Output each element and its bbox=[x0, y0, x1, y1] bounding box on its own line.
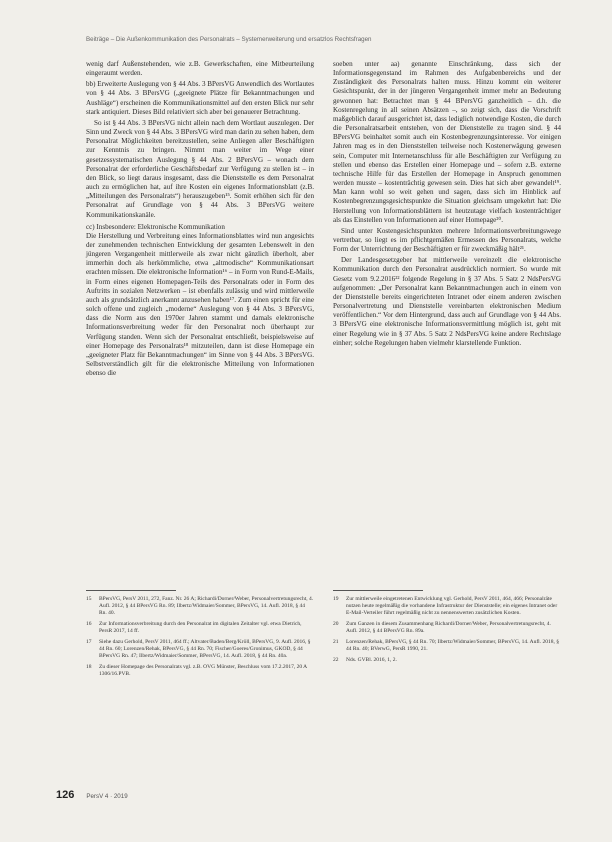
paragraph: Sind unter Kostengesichtspunkten mehrere Informationsverbreitungswege vertretbar, so liegt es im pflichtgemäßen Ermessen des Personalrats, welche Form der Unterrichtung der Beschäftigten er für zweckmäßig hält²¹. bbox=[333, 226, 561, 254]
footnote-text: Zum Ganzen in diesem Zusammenhang Richardi/Dorner/Weber, Personalvertretungsrecht, 4. Aufl. 2012, § 44 BPersVG Rn. 89a. bbox=[346, 621, 551, 634]
journal-issue: PersV 4 · 2019 bbox=[86, 793, 128, 800]
footnote bbox=[86, 639, 314, 660]
left-text-column bbox=[86, 60, 314, 380]
footnote-number: 20 bbox=[333, 621, 339, 627]
footnote-text: Siehe dazu Gerhold, PersV 2011, 464 ff.; Altvater/Baden/Berg/Kröll, BPersVG, 9. Aufl. 2016, § 44 Rn. 60; Lorenzen/Rehak, BPersVG, § 44 Rn. 70; Fischer/Goeres/Gronimus, GKOD, § 44 BPersVG Rn. 47; Ilbertz/Widmaier/Sommer, BPersVG, 14. Aufl. 2018, § 44 Rn. 40a. bbox=[99, 639, 311, 659]
footnote-number: 16 bbox=[86, 621, 92, 627]
footnote bbox=[333, 657, 561, 664]
footnote-text: Zu dieser Homepage des Personalrats vgl. z.B. OVG Münster, Beschluss vom 17.2.2017, 20 A 1306/16.PVB. bbox=[99, 664, 307, 677]
page-number: 126 bbox=[56, 789, 75, 801]
footnote bbox=[333, 621, 561, 635]
footnote-text: Lorenzen/Rehak, BPersVG, § 44 Rn. 70; Ilbertz/Widmaier/Sommer, BPersVG, 14. Aufl. 2018, § 44 Rn. 40; BVerwG, PersR 1990, 21. bbox=[346, 639, 559, 652]
footnote-text: BPersVG, PersV 2011, 272, Fanz. Nr. 26 A; Richardi/Dorner/Weber, Personalvertretungsrecht, 4. Aufl. 2012, § 44 BPersVG Rn. 89; Ilbertz/Widmaier/Sommer, BPersVG, 14. Aufl. 2018, § 44 Rn. 40. bbox=[99, 596, 314, 616]
paragraph: soeben unter aa) genannte Einschränkung, dass sich der Informationsgegenstand im Rahmen des Aufgabenbereichs und der Zuständigkeit des Personalrats halten muss. Hinzu kommt ein weiterer Gesichtspunkt, der in der jüngeren Vergangenheit immer mehr an Bedeutung gewonnen hat: Betrachtet man § 44 BPersVG ganzheitlich – d.h. die Kostenregelung in all seinen Absätzen –, so zeigt sich, dass die Vorschrift maßgeblich darauf ausgerichtet ist, dass lediglich notwendige Kosten, die durch die Personalratsarbeit entstehen, von der Dienststelle zu tragen sind. § 44 BPersVG beinhaltet somit auch ein Kostenbegrenzungsinteresse. Vor einigen Jahren mag es in den Dienststellen teilweise noch Kostenerwägung gewesen sein, Computer mit Internetanschluss für alle Beschäftigten zur Verfügung zu stellen und ebenso das Erstellen einer Homepage und – sofern z.B. externe technische Hilfe für das Erstellen der Homepage in Anspruch genommen werden musste – kostenträchtig gewesen sein. Dies hat sich aber gewandelt¹⁹. Man kann wohl so weit gehen und sagen, dass sich im Hinblick auf Kostenbegrenzungsgesichtspunkte die Situation gleichsam umgekehrt hat: Die Herstellung von Informationsblättern ist heutzutage vielfach kostenträchtiger als das Einstellen von Informationen auf einer Homepage²⁰. bbox=[333, 60, 561, 224]
footnote-text: Zur Informationsverbreitung durch den Personalrat im digitalen Zeitalter vgl. etwa Dietrich, PersR 2017, 14 ff. bbox=[99, 621, 302, 634]
paragraph: wenig darf Außenstehenden, wie z.B. Gewerkschaften, eine Mitbeurteilung eingeraumt werden. bbox=[86, 60, 314, 78]
footnote-number: 21 bbox=[333, 639, 339, 645]
footnote-number: 22 bbox=[333, 657, 339, 663]
footnote-divider bbox=[86, 590, 176, 591]
footnote bbox=[86, 596, 314, 617]
page-footer bbox=[56, 789, 128, 803]
paragraph: Der Landesgesetzgeber hat mittlerweile vereinzelt die elektronische Kommunikation durch den Personalrat ausdrücklich normiert. So wurde mit Gesetz vom 9.2.2016²² folgende Regelung in § 37 Abs. 5 Satz 2 NdsPersVG aufgenommen: „Der Personalrat kann Bekanntmachungen auch in einem von der Dienststelle bereits eingerichteten Intranet oder einem anderen zwischen Personalvertretung und Dienststelle vereinbarten elektronischen Medium veröffentlichen.“ Vor dem Hintergrund, dass auch auf Grundlage von § 44 Abs. 3 BPersVG eine elektronische Informationsvermittlung möglich ist, geht mit einer Regelung wie in § 37 Abs. 5 Satz 2 NdsPersVG keine andere Rechtslage einher; solche Regelungen haben vielmehr klarstellende Funktion. bbox=[333, 256, 561, 347]
footnote bbox=[333, 596, 561, 617]
footnote-number: 18 bbox=[86, 664, 92, 670]
footnote bbox=[86, 621, 314, 635]
right-text-column bbox=[333, 60, 561, 350]
footnote bbox=[86, 664, 314, 678]
footnote-text: Zur mittlerweile eingetretenen Entwicklung vgl. Gerhold, PersV 2011, 464, 466; Personalräte nutzen heute regelmäßig die vorhandene Infrastruktur der Dienststelle; ein eigenes Intranet oder E-Mail-Verteiler führt regelmäßig nicht zu nennenswerten zusätzlichen Kosten. bbox=[346, 596, 558, 616]
paragraph: Die Herstellung und Verbreitung eines Informationsblattes wird nun angesichts der zunehmenden technischen Entwicklung der gesamten Lebenswelt in den jüngeren Vergangenheit mittlerweile als zwar nicht gänzlich überholt, aber immerhin doch als herkömmliche, etwa „altmodische“ Kommunikationsart erachten müssen. Die elektronische Information¹⁶ – in Form von Rund-E-Mails, in Form eines eigenen Homepagen-Teils des Personalrats oder in Form des Auftritts in sozialen Netzwerken – ist ebenfalls zulässig und wird mittlerweile auch als grundsätzlich anerkannt anzusehen haben¹⁷. Zum einen spricht für eine solch offene und zugleich „moderne“ Auslegung von § 44 Abs. 3 BPersVG, dass die Norm aus den 1970er Jahren stammt und damals elektronische Informationsverbreitung weder für den Personalrat noch überhaupt zur Verfügung standen. Wenn sich der Personalrat entschließt, beispielsweise auf einer Homepage des Personalrats¹⁸ mitzuteilen, dann ist diese Homepage ein „geeigneter Platz für Bekanntmachungen“ im Sinne von § 44 Abs. 3 BPersVG. Selbstverständlich gilt für die elektronische Mitteilung von Informationen ebenso die bbox=[86, 231, 314, 378]
footnote-number: 15 bbox=[86, 596, 92, 602]
footnote-text: Nds. GVBl. 2016, 1, 2. bbox=[346, 657, 397, 663]
section-heading: cc) Insbesondere: Elektronische Kommunikation bbox=[86, 222, 225, 231]
paragraph: bb) Erweiterte Auslegung von § 44 Abs. 3 BPersVG Anwendlich des Wortlautes von § 44 Abs. 3 BPersVG („geeignete Plätze für Bekanntmachungen und Aushläge“) erscheinen die Kommunikationsmittel auf den ersten Blick nur sehr stark antiquiert. Dieses Bild relativiert sich aber bei genauerer Betrachtung. bbox=[86, 80, 314, 116]
footnotes-right bbox=[333, 596, 561, 668]
footnote-number: 17 bbox=[86, 639, 92, 645]
footnotes-left bbox=[86, 596, 314, 682]
paragraph: So ist § 44 Abs. 3 BPersVG nicht allein nach dem Wortlaut auszulegen. Der Sinn und Zweck von § 44 Abs. 3 BPersVG wird man darin zu sehen haben, dem Personalrat Möglichkeiten bereitzustellen, seine Anliegen aller Beschäftigten zur Kenntnis zu bringen. Nimmt man weiter im Wege einer gesetzessystematischen Auslegung § 44 Abs. 2 BPersVG – wonach dem Personalrat der erforderliche Geschäftsbedarf zur Verfügung zu stellen ist – in den Blick, so liegt daraus insgesamt, dass die Dienststelle es dem Personalrat auch zu ermöglichen hat, auf ihre Kosten ein eigenes Informationsblatt (z.B. „Mitteilungen des Personalrats“) herauszugeben¹⁵. Somit erhöhen sich für den Personalrat auf Grundlage von § 44 Abs. 3 BPersVG weitere Kommunikationskanäle. bbox=[86, 118, 314, 219]
footnote bbox=[333, 639, 561, 653]
running-head: Beiträge – Die Außenkommunikation des Personalrats – Systemerweiterung und ersatzlos Rechtsfragen bbox=[86, 36, 372, 43]
footnote-divider bbox=[333, 590, 423, 591]
footnote-number: 19 bbox=[333, 596, 339, 602]
